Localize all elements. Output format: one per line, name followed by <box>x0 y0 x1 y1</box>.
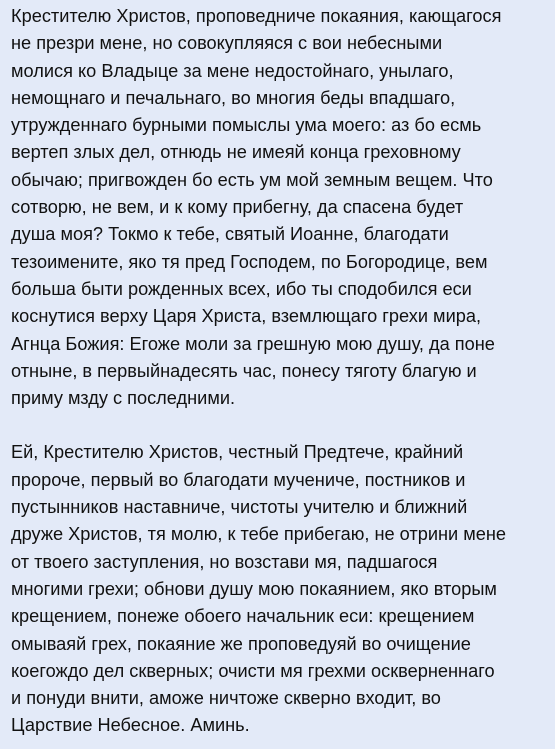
text-line: коегождо дел скверных; очисти мя грехми оскверненнаго <box>11 660 495 681</box>
prayer-text <box>11 3 547 740</box>
text-line: отныне, в первыйнадесять час, понесу тяготу благую и <box>11 360 477 381</box>
text-line: многими грехи; обнови душу мою покаянием, яко вторым <box>11 578 497 599</box>
text-line: крещением, понеже обоего начальник еси: крещением <box>11 606 475 627</box>
text-line: коснутися верху Царя Христа, вземлющаго грехи мира, <box>11 306 482 327</box>
text-line: тезоимените, яко тя пред Господем, по Богородице, вем <box>11 251 488 272</box>
text-line: Царствие Небесное. Аминь. <box>11 715 250 736</box>
text-line: пустынников наставниче, чистоты учителю и ближний <box>11 497 468 518</box>
text-line: Агнца Божия: Егоже моли за грешную мою душу, да поне <box>11 333 495 354</box>
text-line: омываяй грех, покаяние же проповедуяй во очищение <box>11 633 471 654</box>
text-line: сотворю, не вем, и к кому прибегну, да спасена будет <box>11 197 464 218</box>
text-line: пророче, первый во благодати мучениче, постников и <box>11 469 466 490</box>
paragraph <box>11 3 547 412</box>
paragraph <box>11 439 547 739</box>
text-line: и понуди внити, аможе ничтоже скверно входит, во <box>11 688 441 709</box>
text-line: Ей, Крестителю Христов, честный Предтече, крайний <box>11 442 464 463</box>
text-line: вертеп злых дел, отнюдь не имеяй конца греховному <box>11 142 461 163</box>
text-line: душа моя? Токмо к тебе, святый Иоанне, благодати <box>11 224 449 245</box>
text-line: приму мзду с последними. <box>11 388 236 409</box>
text-line: Крестителю Христов, проповедниче покаяния, кающагося <box>11 6 502 26</box>
text-line: обычаю; пригвожден бо есть ум мой земным вещем. Что <box>11 169 493 190</box>
text-line: немощнаго и печальнаго, во многия беды впадшаго, <box>11 87 456 108</box>
text-line: молися ко Владыце за мене недостойнаго, унылаго, <box>11 60 454 81</box>
text-line: больша быти рожденных всех, ибо ты сподобился еси <box>11 278 472 299</box>
paragraph-spacer <box>11 412 547 439</box>
text-line: утружденнаго бурными помыслы ума моего: аз бо есмь <box>11 115 482 136</box>
text-line: от твоего заступления, но возстави мя, падшагося <box>11 551 438 572</box>
text-line: не презри мене, но совокупляяся с вои небесными <box>11 33 443 54</box>
text-line: друже Христов, тя молю, к тебе прибегаю, не отрини мене <box>11 524 507 545</box>
